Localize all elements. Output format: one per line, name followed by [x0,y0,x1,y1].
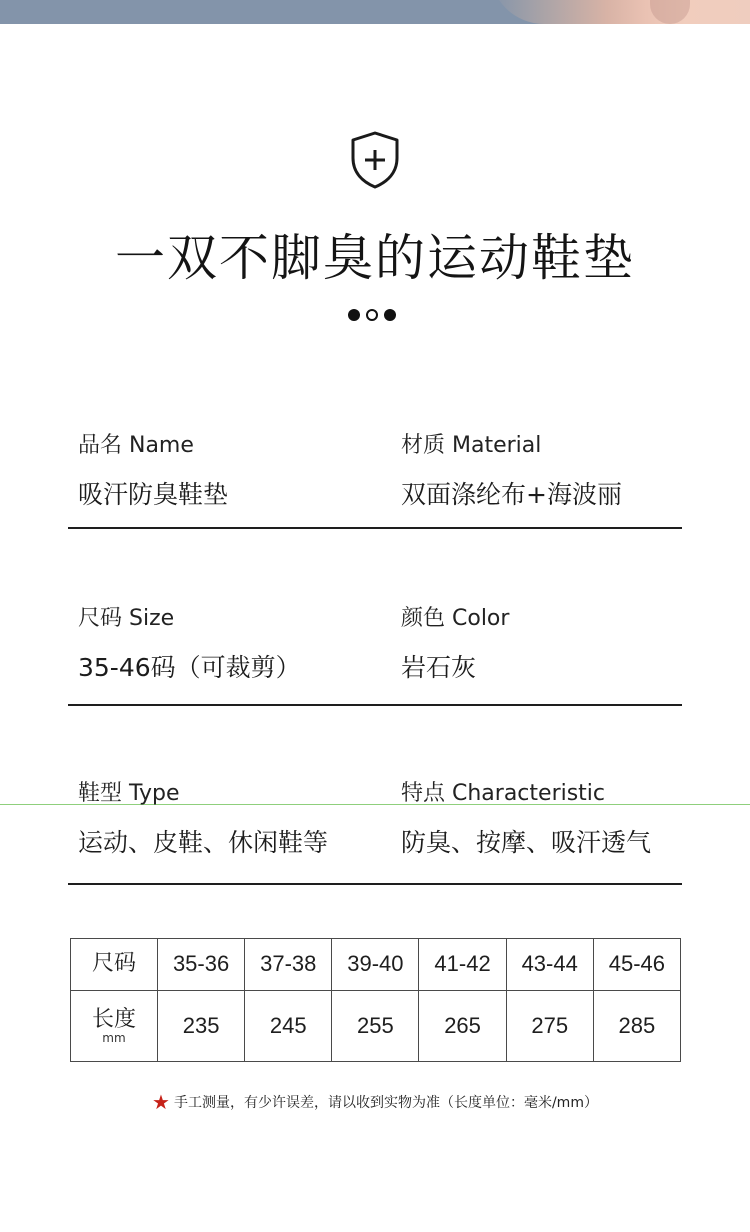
length-cell: 275 [506,990,593,1061]
spec-row-name-material [68,428,682,529]
spec-type [78,776,328,859]
length-cell: 285 [593,990,680,1061]
size-cell: 41-42 [419,939,506,991]
spec-characteristic [401,776,651,859]
size-cell: 45-46 [593,939,680,991]
spec-value: 岩石灰 [401,653,477,682]
size-cell: 39-40 [332,939,419,991]
page-title: 一双不脚臭的运动鞋垫 [115,229,635,287]
spec-label: 颜色 Color [401,606,510,631]
top-banner-photo [0,0,750,24]
table-row-length [71,990,681,1061]
spec-label: 尺码 Size [78,606,175,631]
note-text: 手工测量，有少许误差，请以收到实物为准（长度单位：毫米/mm） [173,1095,598,1111]
shield-plus-icon [349,130,401,190]
decorative-dots [348,308,404,322]
spec-label: 品名 Name [78,433,194,458]
spec-row-type-characteristic [68,776,682,885]
dot-hollow-icon [366,309,378,321]
size-cell: 43-44 [506,939,593,991]
banner-skin-photo [490,0,750,24]
spec-label: 材质 Material [401,433,542,458]
spec-row-size-color [68,601,682,706]
length-cell: 245 [245,990,332,1061]
length-cell: 235 [158,990,245,1061]
spec-value: 吸汗防臭鞋垫 [78,480,229,509]
spec-color [401,601,509,684]
dot-icon [384,309,396,321]
spec-label: 鞋型 Type [78,781,180,806]
spec-value: 运动、皮鞋、休闲鞋等 [78,828,329,857]
size-cell: 35-36 [158,939,245,991]
table-row-size [71,939,681,991]
spec-material [401,428,622,511]
size-header-cell [71,939,158,991]
size-header-label: 尺码 [91,951,136,977]
length-header-label: 长度 [91,1006,136,1032]
spec-size [78,601,301,684]
spec-value: 防臭、按摩、吸汗透气 [401,828,652,857]
dot-icon [348,309,360,321]
length-unit-label: mm [102,1030,126,1045]
spec-label: 特点 Characteristic [401,781,606,806]
length-cell: 265 [419,990,506,1061]
spec-value: 双面涤纶布+海波丽 [401,480,622,509]
length-header-cell [71,990,158,1061]
spec-name [78,428,228,511]
length-cell: 255 [332,990,419,1061]
size-table [70,938,681,1062]
spec-value: 35-46码（可裁剪） [78,653,301,682]
star-icon: ★ [152,1090,170,1114]
measurement-note [0,1090,750,1114]
size-cell: 37-38 [245,939,332,991]
